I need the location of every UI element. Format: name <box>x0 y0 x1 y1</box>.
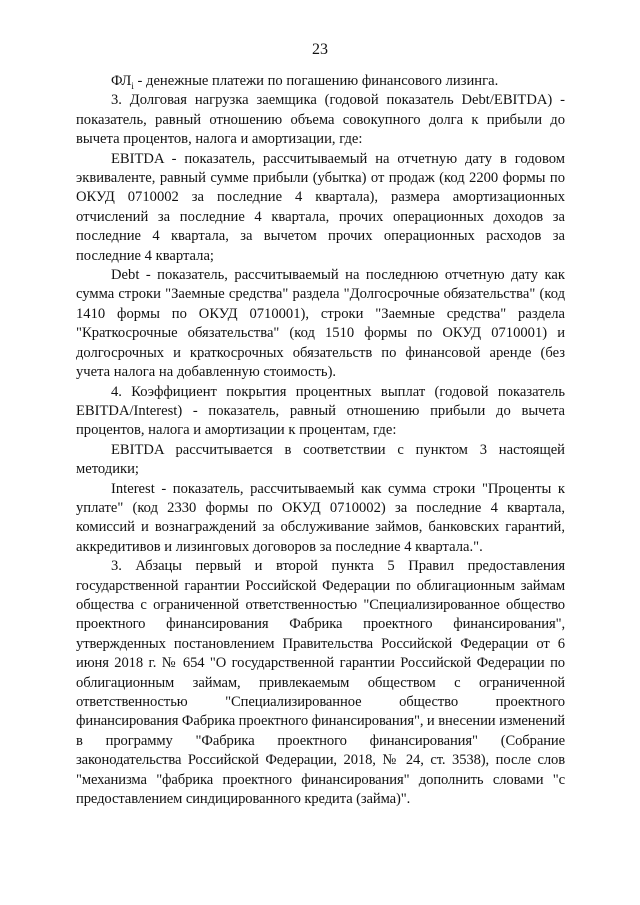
fl-subscript: i <box>131 80 134 91</box>
paragraph-ebitda-reference: EBITDA рассчитывается в соответствии с пунктом 3 настоящей методики; <box>76 441 565 478</box>
paragraph-interest-definition: Interest - показатель, рассчитываемый как сумма строки "Проценты к уплате" (код 2330 формы по ОКУД 0710002) за последние 4 квартала, комиссий и вознаграждений за обслуживание займов, банковских гарантий, аккредитивов и лизинговых договоров за последние 4 квартала.". <box>76 480 565 555</box>
paragraph-ebitda-definition: EBITDA - показатель, рассчитываемый на отчетную дату в годовом эквиваленте, равный сумме прибыли (убытка) от продаж (код 2200 формы по ОКУД 0710002 за последние 4 квартала), размера амортизационных отчислений за последние 4 квартала, прочих операционных доходов за последние 4 квартала, за вычетом прочих операционных расходов за последние 4 квартала; <box>76 150 565 264</box>
paragraph-debt-definition: Debt - показатель, рассчитываемый на последнюю отчетную дату как сумма строки "Заемные средства" раздела "Долгосрочные обязательства" (код 1410 формы по ОКУД 0710001), строки "Заемные средства" раздела "Краткосрочные обязательства" (код 1510 формы по ОКУД 0710001) и долгосрочных и краткосрочных обязательств по финансовой аренде (без учета налога на добавленную стоимость). <box>76 267 565 381</box>
paragraph-fl-definition <box>76 72 565 91</box>
page-number: 23 <box>312 41 328 58</box>
paragraph-item-3-debt-load: 3. Долговая нагрузка заемщика (годовой показатель Debt/EBITDA) - показатель, равный отношению объема совокупного долга к прибыли до вычета процентов, налога и амортизации, где: <box>76 92 565 148</box>
document-body <box>76 72 565 809</box>
fl-definition-text: - денежные платежи по погашению финансового лизинга. <box>133 73 499 89</box>
paragraph-item-4-interest-coverage: 4. Коэффициент покрытия процентных выплат (годовой показатель EBITDA/Interest) - показатель, равный отношению прибыли до вычета процентов, налога и амортизации к процентам, где: <box>76 383 565 439</box>
fl-symbol: ФЛ <box>111 73 132 89</box>
paragraph-amendment-3: 3. Абзацы первый и второй пункта 5 Правил предоставления государственной гарантии Российской Федерации по облигационным займам общества с ограниченной ответственностью "Специализированное общество проектного финансирования Фабрика проектного финансирования", утвержденных постановлением Правительства Российской Федерации от 6 июня 2018 г. № 654 "О государственной гарантии Российской Федерации по облигационным займам, привлекаемым обществом с ограниченной ответственностью "Специализированное общество проектного финансирования Фабрика проектного финансирования", и внесении изменений в программу "Фабрика проектного финансирования" (Собрание законодательства Российской Федерации, 2018, № 24, ст. 3538), после слов "механизма "фабрика проектного финансирования" дополнить словами "с предоставлением синдицированного кредита (займа)". <box>76 558 565 808</box>
